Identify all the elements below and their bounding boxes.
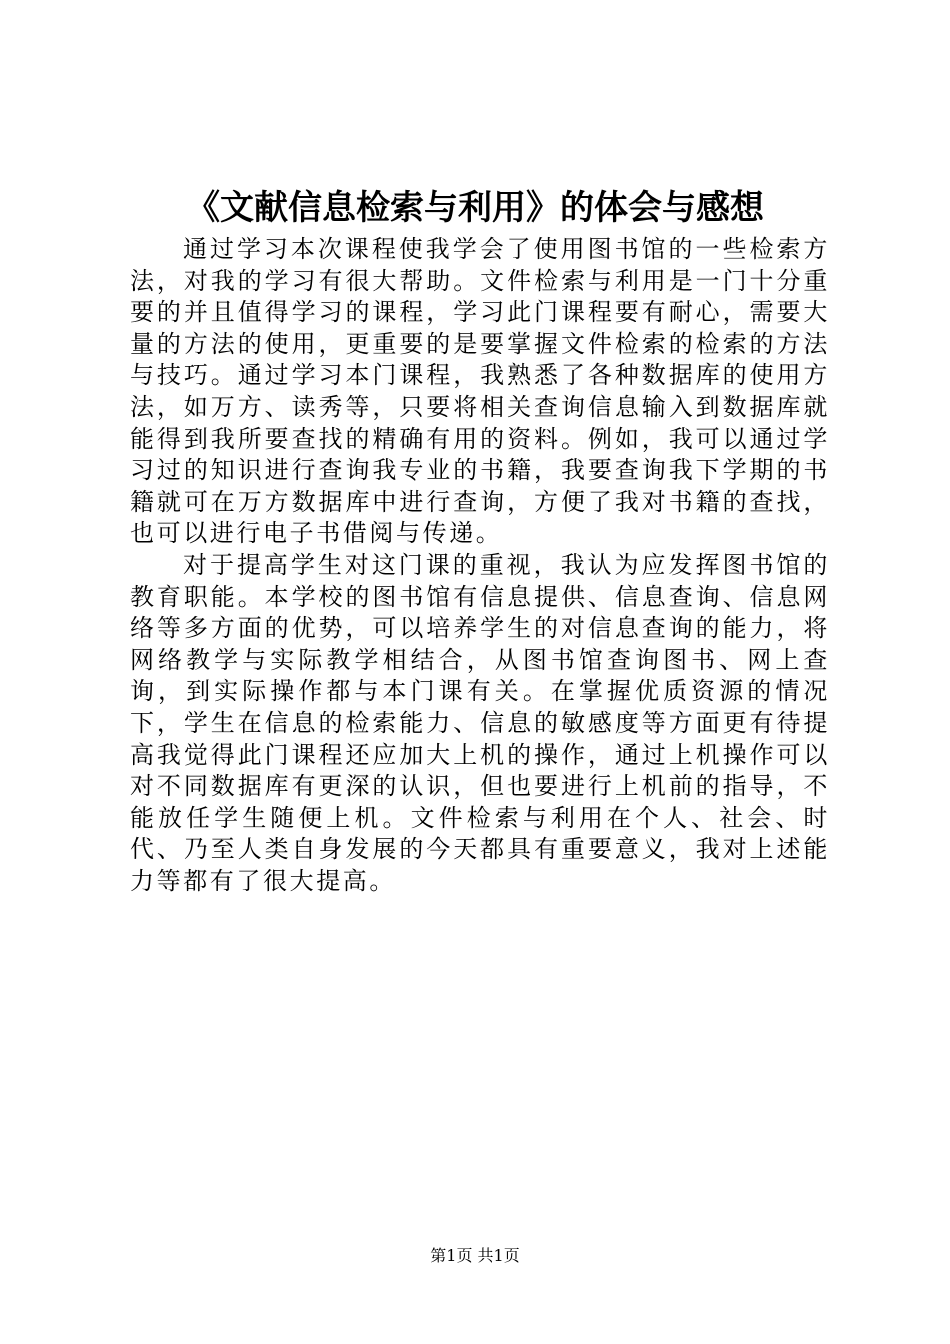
document-body [130,234,830,897]
paragraph-2: 对于提高学生对这门课的重视，我认为应发挥图书馆的教育职能。本学校的图书馆有信息提供、信息查询、信息网络等多方面的优势，可以培养学生的对信息查询的能力，将网络教学与实际教学相结合，从图书馆查询图书、网上查询，到实际操作都与本门课有关。在掌握优质资源的情况下，学生在信息的检索能力、信息的敏感度等方面更有待提高我觉得此门课程还应加大上机的操作，通过上机操作可以对不同数据库有更深的认识，但也要进行上机前的指导，不能放任学生随便上机。文件检索与利用在个人、社会、时代、乃至人类自身发展的今天都具有重要意义，我对上述能力等都有了很大提高。 [130,550,830,895]
page-footer: 第1页 共1页 [430,1246,520,1265]
document-title: 《文献信息检索与利用》的体会与感想 [186,188,764,228]
paragraph-1: 通过学习本次课程使我学会了使用图书馆的一些检索方法，对我的学习有很大帮助。文件检索与利用是一门十分重要的并且值得学习的课程，学习此门课程要有耐心，需要大量的方法的使用，更重要的是要掌握文件检索的检索的方法与技巧。通过学习本门课程，我熟悉了各种数据库的使用方法，如万方、读秀等，只要将相关查询信息输入到数据库就能得到我所要查找的精确有用的资料。例如，我可以通过学习过的知识进行查询我专业的书籍，我要查询我下学期的书籍就可在万方数据库中进行查询，方便了我对书籍的查找，也可以进行电子书借阅与传递。 [130,235,830,548]
